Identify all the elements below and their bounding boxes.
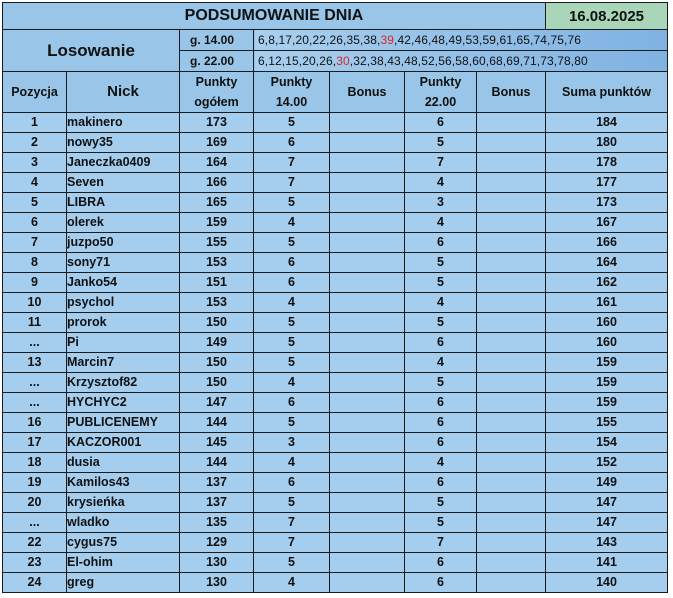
- points-22-cell: 4: [405, 213, 477, 233]
- bonus-1-cell: [330, 133, 405, 153]
- points-14-cell: 3: [254, 433, 330, 453]
- bonus-1-cell: [330, 153, 405, 173]
- points-22-cell: 3: [405, 193, 477, 213]
- position-cell: ...: [3, 393, 67, 413]
- position-cell: ...: [3, 333, 67, 353]
- draw-number: 38: [370, 54, 384, 68]
- bonus-1-cell: [330, 353, 405, 373]
- points-14-cell: 7: [254, 513, 330, 533]
- bonus-2-cell: [477, 273, 546, 293]
- sum-cell: 141: [546, 553, 668, 573]
- total-points-cell: 153: [180, 293, 254, 313]
- page-title: PODSUMOWANIE DNIA: [3, 3, 546, 30]
- points-22-cell: 4: [405, 173, 477, 193]
- bonus-1-cell: [330, 493, 405, 513]
- points-22-cell: 6: [405, 333, 477, 353]
- bonus-2-cell: [477, 453, 546, 473]
- table-row: [3, 133, 668, 153]
- draw-number: 69: [506, 54, 520, 68]
- sum-cell: 147: [546, 493, 668, 513]
- bonus-2-cell: [477, 113, 546, 133]
- position-cell: 8: [3, 253, 67, 273]
- bonus-2-cell: [477, 353, 546, 373]
- total-points-cell: 130: [180, 573, 254, 593]
- draw-number: 52: [421, 54, 435, 68]
- bonus-1-cell: [330, 193, 405, 213]
- draw-number: 20: [302, 54, 316, 68]
- table-row: [3, 313, 668, 333]
- total-points-cell: 129: [180, 533, 254, 553]
- table-row: [3, 413, 668, 433]
- points-14-cell: 5: [254, 553, 330, 573]
- table-row: [3, 173, 668, 193]
- bonus-2-cell: [477, 553, 546, 573]
- bonus-1-cell: [330, 513, 405, 533]
- draw-number: 39: [380, 33, 394, 47]
- points-22-cell: 5: [405, 253, 477, 273]
- points-14-cell: 4: [254, 213, 330, 233]
- points-22-cell: 4: [405, 353, 477, 373]
- sum-cell: 178: [546, 153, 668, 173]
- table-row: [3, 253, 668, 273]
- nick-cell: nowy35: [67, 133, 180, 153]
- nick-cell: cygus75: [67, 533, 180, 553]
- date-label: 16.08.2025: [546, 3, 668, 30]
- table-row: [3, 393, 668, 413]
- nick-cell: Krzysztof82: [67, 373, 180, 393]
- total-points-cell: 150: [180, 353, 254, 373]
- table-row: [3, 193, 668, 213]
- bonus-2-cell: [477, 573, 546, 593]
- table-row: [3, 113, 668, 133]
- column-header-points-22: Punkty 22.00: [405, 72, 477, 113]
- bonus-1-cell: [330, 473, 405, 493]
- total-points-cell: 173: [180, 113, 254, 133]
- sum-cell: 159: [546, 393, 668, 413]
- bonus-2-cell: [477, 433, 546, 453]
- draw-number: 71: [523, 54, 537, 68]
- sum-cell: 143: [546, 533, 668, 553]
- position-cell: 23: [3, 553, 67, 573]
- draw-number: 75: [550, 33, 564, 47]
- nick-cell: LIBRA: [67, 193, 180, 213]
- bonus-2-cell: [477, 373, 546, 393]
- column-header-bonus-1: Bonus: [330, 72, 405, 113]
- nick-cell: KACZOR001: [67, 433, 180, 453]
- bonus-2-cell: [477, 313, 546, 333]
- sum-cell: 159: [546, 353, 668, 373]
- nick-cell: olerek: [67, 213, 180, 233]
- nick-cell: Pi: [67, 333, 180, 353]
- table-row: [3, 373, 668, 393]
- total-points-cell: 130: [180, 553, 254, 573]
- bonus-1-cell: [330, 453, 405, 473]
- position-cell: 20: [3, 493, 67, 513]
- draw-number: 12: [268, 54, 282, 68]
- draw-number: 42: [397, 33, 411, 47]
- bonus-1-cell: [330, 553, 405, 573]
- position-cell: 1: [3, 113, 67, 133]
- points-22-cell: 5: [405, 273, 477, 293]
- nick-cell: prorok: [67, 313, 180, 333]
- points-22-cell: 5: [405, 373, 477, 393]
- bonus-2-cell: [477, 213, 546, 233]
- points-22-cell: 6: [405, 433, 477, 453]
- draw-number: 76: [567, 33, 581, 47]
- table-row: [3, 213, 668, 233]
- draw-number: 78: [557, 54, 571, 68]
- points-14-cell: 4: [254, 573, 330, 593]
- draw-number: 15: [285, 54, 299, 68]
- total-points-cell: 144: [180, 453, 254, 473]
- nick-cell: El-ohim: [67, 553, 180, 573]
- points-14-cell: 7: [254, 173, 330, 193]
- position-cell: 5: [3, 193, 67, 213]
- total-points-cell: 144: [180, 413, 254, 433]
- points-22-cell: 6: [405, 553, 477, 573]
- draw-numbers-22: 6,12,15,20,26,30,32,38,43,48,52,56,58,60,68,69,71,73,78,80: [254, 51, 668, 72]
- points-22-cell: 7: [405, 153, 477, 173]
- total-points-cell: 153: [180, 253, 254, 273]
- draw-number: 48: [404, 54, 418, 68]
- position-cell: 19: [3, 473, 67, 493]
- draw-time-22: g. 22.00: [180, 51, 254, 72]
- bonus-2-cell: [477, 193, 546, 213]
- points-22-cell: 4: [405, 293, 477, 313]
- bonus-1-cell: [330, 293, 405, 313]
- position-cell: 18: [3, 453, 67, 473]
- points-22-cell: 6: [405, 413, 477, 433]
- position-cell: 7: [3, 233, 67, 253]
- total-points-cell: 147: [180, 393, 254, 413]
- position-cell: 22: [3, 533, 67, 553]
- draw-number: 6: [258, 54, 265, 68]
- nick-cell: Janeczka0409: [67, 153, 180, 173]
- column-header-total: Punkty ogółem: [180, 72, 254, 113]
- table-row: [3, 153, 668, 173]
- sum-cell: 154: [546, 433, 668, 453]
- table-row: [3, 553, 668, 573]
- draw-number: 48: [431, 33, 445, 47]
- table-row: [3, 573, 668, 593]
- column-header-sum: Suma punktów: [546, 72, 668, 113]
- position-cell: 10: [3, 293, 67, 313]
- points-14-cell: 7: [254, 533, 330, 553]
- sum-cell: 161: [546, 293, 668, 313]
- nick-cell: Marcin7: [67, 353, 180, 373]
- draw-number: 26: [329, 33, 343, 47]
- table-row: [3, 513, 668, 533]
- table-row: [3, 473, 668, 493]
- sum-cell: 152: [546, 453, 668, 473]
- sum-cell: 159: [546, 373, 668, 393]
- bonus-1-cell: [330, 173, 405, 193]
- points-14-cell: 5: [254, 313, 330, 333]
- draw-number: 59: [482, 33, 496, 47]
- column-header-position: Pozycja: [3, 72, 67, 113]
- points-14-cell: 6: [254, 133, 330, 153]
- total-points-cell: 135: [180, 513, 254, 533]
- position-cell: 3: [3, 153, 67, 173]
- total-points-cell: 166: [180, 173, 254, 193]
- sum-cell: 160: [546, 313, 668, 333]
- nick-cell: makinero: [67, 113, 180, 133]
- points-22-cell: 6: [405, 233, 477, 253]
- nick-cell: HYCHYC2: [67, 393, 180, 413]
- draw-numbers-14: 6,8,17,20,22,26,35,38,39,42,46,48,49,53,59,61,65,74,75,76: [254, 30, 668, 51]
- total-points-cell: 149: [180, 333, 254, 353]
- position-cell: 6: [3, 213, 67, 233]
- position-cell: 24: [3, 573, 67, 593]
- bonus-1-cell: [330, 273, 405, 293]
- bonus-2-cell: [477, 153, 546, 173]
- bonus-1-cell: [330, 533, 405, 553]
- draw-number: 58: [455, 54, 469, 68]
- sum-cell: 155: [546, 413, 668, 433]
- total-points-cell: 150: [180, 373, 254, 393]
- points-14-cell: 5: [254, 233, 330, 253]
- nick-cell: krysieńka: [67, 493, 180, 513]
- points-14-cell: 5: [254, 353, 330, 373]
- bonus-1-cell: [330, 253, 405, 273]
- bonus-2-cell: [477, 133, 546, 153]
- nick-cell: Seven: [67, 173, 180, 193]
- points-14-cell: 6: [254, 273, 330, 293]
- points-14-cell: 4: [254, 293, 330, 313]
- column-header-bonus-2: Bonus: [477, 72, 546, 113]
- bonus-1-cell: [330, 373, 405, 393]
- bonus-2-cell: [477, 333, 546, 353]
- bonus-1-cell: [330, 433, 405, 453]
- draw-number: 20: [295, 33, 309, 47]
- draw-number: 35: [346, 33, 360, 47]
- points-22-cell: 6: [405, 393, 477, 413]
- draw-number: 65: [516, 33, 530, 47]
- sum-cell: 140: [546, 573, 668, 593]
- draw-number: 22: [312, 33, 326, 47]
- sum-cell: 184: [546, 113, 668, 133]
- draw-number: 56: [438, 54, 452, 68]
- bonus-2-cell: [477, 413, 546, 433]
- points-22-cell: 6: [405, 473, 477, 493]
- bonus-2-cell: [477, 253, 546, 273]
- bonus-2-cell: [477, 473, 546, 493]
- table-row: [3, 453, 668, 473]
- sum-cell: 149: [546, 473, 668, 493]
- sum-cell: 167: [546, 213, 668, 233]
- sum-cell: 173: [546, 193, 668, 213]
- position-cell: ...: [3, 513, 67, 533]
- bonus-1-cell: [330, 573, 405, 593]
- nick-cell: PUBLICENEMY: [67, 413, 180, 433]
- draw-label: Losowanie: [3, 30, 180, 72]
- draw-number: 26: [319, 54, 333, 68]
- nick-cell: psychol: [67, 293, 180, 313]
- position-cell: 17: [3, 433, 67, 453]
- draw-number: 43: [387, 54, 401, 68]
- draw-number: 49: [448, 33, 462, 47]
- total-points-cell: 150: [180, 313, 254, 333]
- draw-number: 8: [268, 33, 275, 47]
- points-22-cell: 7: [405, 533, 477, 553]
- total-points-cell: 169: [180, 133, 254, 153]
- points-14-cell: 6: [254, 253, 330, 273]
- points-14-cell: 5: [254, 493, 330, 513]
- bonus-1-cell: [330, 333, 405, 353]
- nick-cell: greg: [67, 573, 180, 593]
- bonus-1-cell: [330, 113, 405, 133]
- total-points-cell: 159: [180, 213, 254, 233]
- points-14-cell: 5: [254, 113, 330, 133]
- bonus-2-cell: [477, 393, 546, 413]
- nick-cell: Janko54: [67, 273, 180, 293]
- bonus-2-cell: [477, 233, 546, 253]
- summary-table: [2, 2, 668, 593]
- draw-number: 53: [465, 33, 479, 47]
- points-22-cell: 4: [405, 453, 477, 473]
- points-14-cell: 5: [254, 413, 330, 433]
- sum-cell: 164: [546, 253, 668, 273]
- column-header-nick: Nick: [67, 72, 180, 113]
- points-14-cell: 6: [254, 473, 330, 493]
- points-22-cell: 5: [405, 133, 477, 153]
- total-points-cell: 155: [180, 233, 254, 253]
- sum-cell: 166: [546, 233, 668, 253]
- nick-cell: dusia: [67, 453, 180, 473]
- sum-cell: 162: [546, 273, 668, 293]
- total-points-cell: 164: [180, 153, 254, 173]
- points-14-cell: 5: [254, 333, 330, 353]
- table-row: [3, 233, 668, 253]
- table-row: [3, 273, 668, 293]
- nick-cell: sony71: [67, 253, 180, 273]
- table-row: [3, 293, 668, 313]
- draw-number: 17: [278, 33, 292, 47]
- position-cell: 2: [3, 133, 67, 153]
- bonus-2-cell: [477, 533, 546, 553]
- draw-number: 6: [258, 33, 265, 47]
- bonus-1-cell: [330, 233, 405, 253]
- total-points-cell: 137: [180, 473, 254, 493]
- total-points-cell: 145: [180, 433, 254, 453]
- bonus-2-cell: [477, 293, 546, 313]
- points-14-cell: 4: [254, 453, 330, 473]
- nick-cell: wladko: [67, 513, 180, 533]
- table-row: [3, 333, 668, 353]
- draw-number: 30: [336, 54, 350, 68]
- bonus-2-cell: [477, 513, 546, 533]
- draw-time-14: g. 14.00: [180, 30, 254, 51]
- points-14-cell: 5: [254, 193, 330, 213]
- bonus-1-cell: [330, 313, 405, 333]
- points-22-cell: 5: [405, 493, 477, 513]
- column-header-points-14: Punkty 14.00: [254, 72, 330, 113]
- draw-number: 80: [574, 54, 588, 68]
- draw-number: 73: [540, 54, 554, 68]
- draw-number: 61: [499, 33, 513, 47]
- position-cell: 4: [3, 173, 67, 193]
- bonus-1-cell: [330, 213, 405, 233]
- table-row: [3, 433, 668, 453]
- points-14-cell: 4: [254, 373, 330, 393]
- points-22-cell: 6: [405, 113, 477, 133]
- total-points-cell: 137: [180, 493, 254, 513]
- points-14-cell: 6: [254, 393, 330, 413]
- table-row: [3, 353, 668, 373]
- draw-number: 38: [363, 33, 377, 47]
- nick-cell: Kamilos43: [67, 473, 180, 493]
- draw-number: 74: [533, 33, 547, 47]
- nick-cell: juzpo50: [67, 233, 180, 253]
- draw-number: 60: [472, 54, 486, 68]
- sum-cell: 180: [546, 133, 668, 153]
- table-row: [3, 533, 668, 553]
- draw-number: 46: [414, 33, 428, 47]
- bonus-1-cell: [330, 393, 405, 413]
- bonus-1-cell: [330, 413, 405, 433]
- sum-cell: 177: [546, 173, 668, 193]
- points-22-cell: 5: [405, 513, 477, 533]
- position-cell: 11: [3, 313, 67, 333]
- bonus-2-cell: [477, 493, 546, 513]
- table-row: [3, 493, 668, 513]
- sum-cell: 147: [546, 513, 668, 533]
- total-points-cell: 151: [180, 273, 254, 293]
- points-22-cell: 5: [405, 313, 477, 333]
- points-14-cell: 7: [254, 153, 330, 173]
- position-cell: ...: [3, 373, 67, 393]
- draw-number: 68: [489, 54, 503, 68]
- position-cell: 13: [3, 353, 67, 373]
- sum-cell: 160: [546, 333, 668, 353]
- total-points-cell: 165: [180, 193, 254, 213]
- draw-number: 32: [353, 54, 367, 68]
- position-cell: 9: [3, 273, 67, 293]
- bonus-2-cell: [477, 173, 546, 193]
- points-22-cell: 6: [405, 573, 477, 593]
- position-cell: 16: [3, 413, 67, 433]
